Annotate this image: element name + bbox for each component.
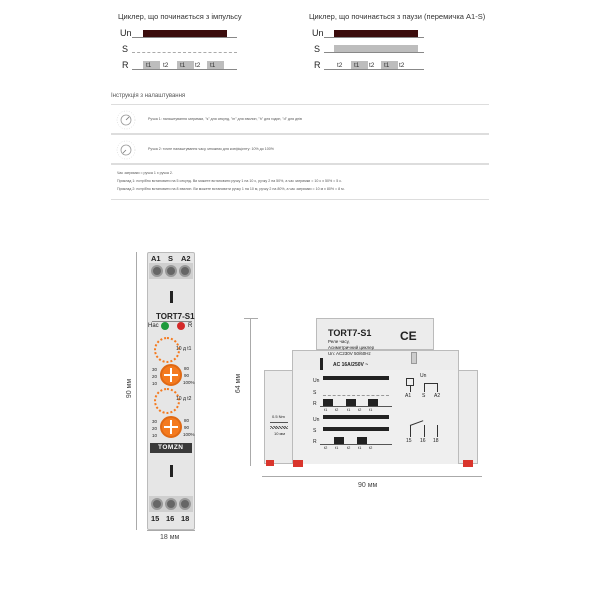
diagram1-t-label: t2 (163, 62, 169, 69)
diagram2-t-label: t1 (384, 62, 390, 69)
terminal-label-a1: A1 (151, 254, 161, 263)
diagram2-s-bridge (334, 45, 418, 52)
wire-line (410, 425, 411, 437)
diagram1-r-baseline (132, 69, 237, 70)
side-contact-label: 16 (420, 438, 426, 444)
knob-slot-icon (164, 374, 178, 376)
front-slot-top (170, 291, 173, 303)
instructions-title: Інструкція з налаштування (111, 93, 186, 99)
side-slot-icon (320, 358, 323, 370)
brand-logo: TOMZN (158, 444, 184, 451)
rail-clip-edge-left (266, 460, 274, 466)
side-un-label: Un (420, 373, 427, 379)
ce-mark-icon: CE (400, 329, 417, 343)
wire-line (424, 383, 437, 384)
diagram1-un-baseline (132, 37, 237, 38)
front-height-label: 90 мм (126, 378, 134, 399)
side-diagram1-r-baseline (320, 406, 392, 407)
side-t-label: t1 (347, 407, 351, 412)
side-diagram2-r-on (334, 437, 344, 444)
knob1-dial-icon (115, 109, 137, 131)
scale-label: 80 (184, 418, 190, 423)
diagram1-t-label: t1 (146, 62, 152, 69)
terminal-label-15: 15 (151, 514, 160, 523)
side-diagram2-s-bar (323, 427, 389, 431)
wire-line (437, 425, 438, 437)
side-rating2: AC 16A/250V ~ (333, 362, 369, 368)
scale-label: 90 (184, 373, 190, 378)
instruction-row-knob1 (111, 104, 489, 134)
side-t-label: t2 (324, 445, 328, 450)
wire-torque-label: 0.5 Nm (272, 414, 285, 419)
side-diagram-signal: R (313, 401, 317, 407)
screw-icon (179, 265, 191, 277)
front-model-label: TORT7-S1 (156, 312, 195, 321)
diagram2-signal-s: S (314, 44, 321, 54)
knob1-dial[interactable] (160, 364, 182, 386)
side-t-label: t1 (369, 407, 373, 412)
screw-icon (151, 498, 163, 510)
diagram2-r-baseline (324, 69, 424, 70)
wire-line (424, 425, 425, 437)
side-diagram1-s-line (323, 395, 389, 396)
knob2-unit-label: 10 д t2 (176, 396, 192, 402)
side-t-label: t1 (324, 407, 328, 412)
side-t-label: t2 (347, 445, 351, 450)
front-width-label: 18 мм (160, 534, 180, 541)
instruction-notes (111, 164, 489, 200)
side-contact-label: A1 (405, 393, 412, 399)
diagram1-un-pulse (143, 30, 227, 37)
side-diagram-signal: Un (313, 417, 320, 423)
diagram2-t-label: t2 (399, 62, 405, 69)
diagram1-signal-s: S (122, 44, 129, 54)
diagram1-t-label: t1 (210, 62, 216, 69)
diagram1-t-label: t1 (180, 62, 186, 69)
screw-icon (165, 498, 177, 510)
wire-line (410, 386, 411, 392)
side-contact-label: 18 (433, 438, 439, 444)
side-diagram1-r-on (346, 399, 356, 406)
note-line: Час затримки = ручка 1 x ручка 2. (117, 171, 173, 175)
knob2-dial[interactable] (160, 416, 182, 438)
instruction-row-knob2 (111, 134, 489, 164)
wire-line (424, 383, 425, 392)
diagram1-caption: Циклер, що починається з імпульсу (118, 12, 242, 21)
side-diagram1-un-bar (323, 376, 389, 380)
green-led-icon (161, 322, 169, 330)
scale-label: 30 (152, 367, 158, 372)
scale-label: 100% (183, 432, 195, 437)
terminal-label-s: S (168, 254, 174, 263)
screw-icon (151, 265, 163, 277)
front-slot-bottom (170, 465, 173, 477)
wire-strip-icon (270, 426, 288, 429)
front-width-dim-line (147, 530, 195, 531)
scale-label: 100% (183, 380, 195, 385)
diagram2-caption: Циклер, що починається з паузи (перемичка A1-S) (309, 12, 486, 21)
top-terminal-block (149, 263, 193, 279)
side-t-label: t2 (335, 407, 339, 412)
front-height-dim-line (136, 252, 137, 530)
wire-strip-length-label: 10 мм (274, 431, 286, 436)
side-rating1: Un: AC230V 50/60Hz (328, 351, 371, 356)
wire-strip-icon (270, 422, 288, 423)
diagram1-t-label: t2 (195, 62, 201, 69)
terminal-label-18: 18 (181, 514, 190, 523)
knob1-text: Ручка 1: налаштування затримки, "s" для секунд, "m" для хвилин, "h" для годин, "d" для днів (148, 117, 302, 121)
side-diagram-signal: S (313, 428, 317, 434)
side-width-dim-line (262, 476, 482, 477)
terminal-label-16: 16 (166, 514, 175, 523)
side-contact-label: 15 (406, 438, 412, 444)
side-subtitle1: Реле часу, (328, 339, 350, 344)
side-diagram2-r-baseline (320, 444, 392, 445)
side-height-dim-top (244, 318, 258, 319)
note-line: Приклад 1: потрібно встановити на 5 секунд. Ви можете встановити ручку 1 на 10 с, ручку 2 на 50%, а час затримки = 10 с x 50% = 5 с. (117, 179, 343, 183)
side-t-label: t2 (358, 407, 362, 412)
side-t-label: t1 (335, 445, 339, 450)
scale-label: 10 (152, 381, 158, 386)
side-contact-label: S (422, 393, 426, 399)
side-t-label: t1 (358, 445, 362, 450)
side-height-dim-line (250, 318, 251, 466)
side-height-label: 64 мм (235, 373, 243, 394)
front-model-underline (152, 321, 192, 322)
knob1-unit-label: 10 д t1 (176, 346, 192, 352)
bottom-terminal-block (149, 496, 193, 512)
side-upper-step (292, 350, 459, 370)
side-diagram1-r-on (368, 399, 378, 406)
diagram2-un-pulse (334, 30, 418, 37)
scale-label: 20 (152, 426, 158, 431)
note-line: Приклад 2: потрібно встановити на 8 хвилин. Ви можете встановити ручку 1 на 10 м, ручку 2 на 80%, а час затримки = 10 м x 80% = 8 м. (117, 187, 345, 191)
side-diagram-signal: R (313, 439, 317, 445)
diagram2-t-label: t2 (369, 62, 375, 69)
diagram2-t-label: t1 (354, 62, 360, 69)
side-diagram-signal: S (313, 390, 317, 396)
side-contact-label: A2 (434, 393, 441, 399)
side-button-icon (411, 352, 417, 364)
diagram2-t-label: t2 (337, 62, 343, 69)
scale-label: 90 (184, 425, 190, 430)
diagram1-s-line (132, 52, 237, 53)
side-diagram-signal: Un (313, 378, 320, 384)
side-t-label: t2 (369, 445, 373, 450)
rail-clip-right (463, 460, 473, 467)
side-diagram2-r-on (357, 437, 367, 444)
side-diagram1-r-on (323, 399, 333, 406)
led-label-left: Нас (148, 323, 159, 329)
side-diagram2-un-bar (323, 415, 389, 419)
screw-icon (179, 498, 191, 510)
scale-label: 30 (152, 419, 158, 424)
rail-clip-left (293, 460, 303, 467)
knob-slot-icon (164, 426, 178, 428)
knob2-text: Ручка 2: точне налаштування часу, множник для коефіцієнту: 10% до 100% (148, 147, 274, 151)
diagram2-signal-un: Un (312, 28, 324, 38)
diagram1-signal-r: R (122, 60, 129, 70)
screw-icon (165, 265, 177, 277)
diagram2-signal-r: R (314, 60, 321, 70)
scale-label: 80 (184, 366, 190, 371)
led-label-right: R (188, 323, 193, 329)
scale-label: 20 (152, 374, 158, 379)
terminal-label-a2: A2 (181, 254, 191, 263)
scale-label: 10 (152, 433, 158, 438)
diagram2-s-baseline (324, 52, 424, 53)
side-subtitle2: Асиметричний циклер (328, 345, 375, 350)
side-width-label: 90 мм (358, 482, 378, 489)
knob2-dial-icon (115, 139, 137, 161)
relay-coil-icon (406, 378, 414, 386)
diagram1-signal-un: Un (120, 28, 132, 38)
side-model-label: TORT7-S1 (328, 328, 372, 338)
red-led-icon (177, 322, 185, 330)
diagram2-un-baseline (324, 37, 424, 38)
wire-line (437, 383, 438, 392)
